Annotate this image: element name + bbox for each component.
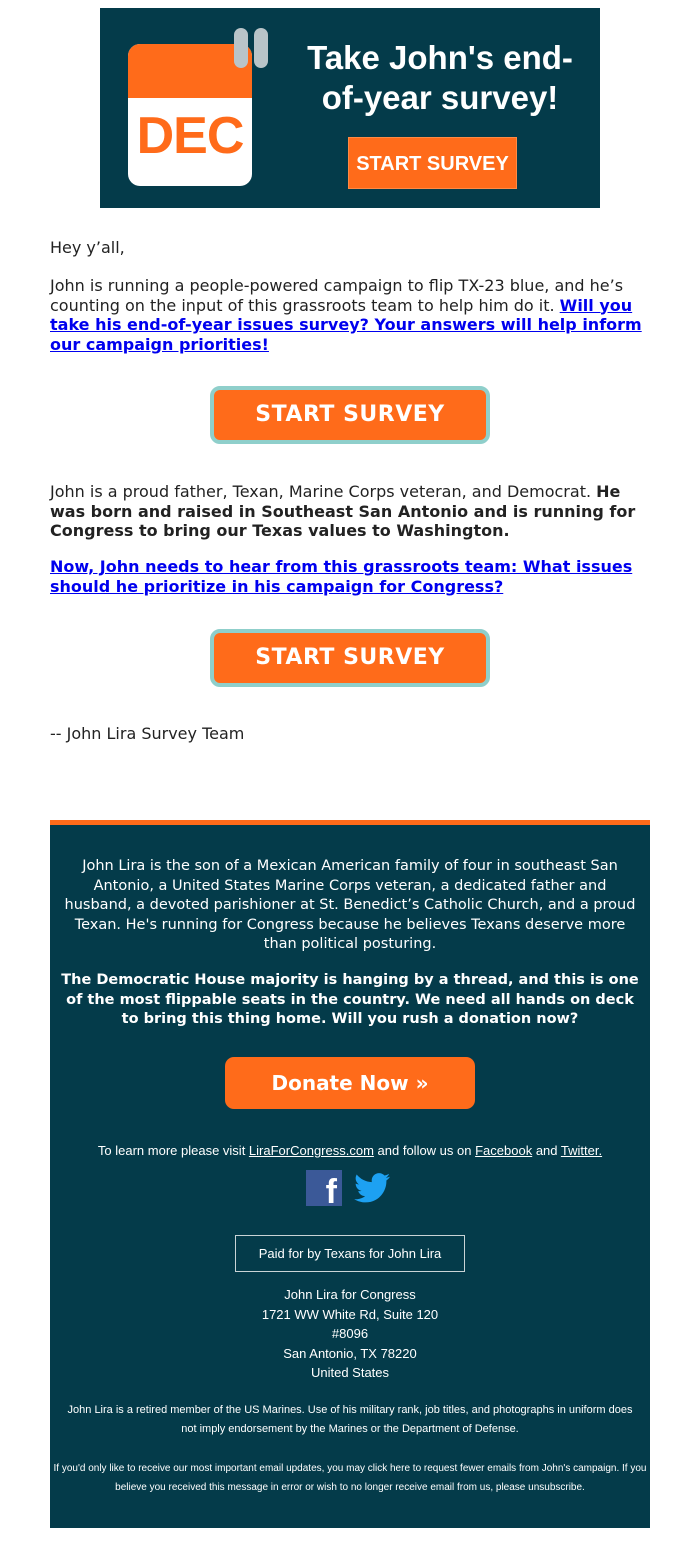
address-line: United States xyxy=(310,1365,390,1380)
website-link[interactable]: LiraForCongress.com xyxy=(248,1143,374,1158)
appeal-text: The Democratic House majority is hanging by a thread, and this is one of the most flippable seats in the country. We need all hands on deck to bring this thing home. xyxy=(61,972,639,1027)
footer-bio: John Lira is the son of a Mexican American family of four in southeast San Antonio, a United States Marine Corps veteran, a dedicated father and husband, a devoted parishioner at St. Benedict’s Catholic Church, and a proud Texan. He's running for Congress because he believes Texans deserve more than political posturing. xyxy=(64,858,636,952)
calendar-month: DEC xyxy=(136,107,244,165)
banner-title: Take John's end-of-year survey! xyxy=(307,39,573,116)
twitter-link[interactable]: Twitter. xyxy=(560,1143,603,1158)
learn-prefix: To learn more please visit xyxy=(97,1143,249,1158)
address-line: San Antonio, TX 78220 xyxy=(283,1345,417,1361)
twitter-icon[interactable] xyxy=(354,1172,390,1204)
banner-start-survey-button[interactable]: START SURVEY xyxy=(348,137,517,189)
facebook-link[interactable]: Facebook xyxy=(475,1143,533,1158)
unsubscribe-note[interactable]: If you'd only like to receive our most important email updates, you may click here to request fewer emails from John's campaign. If you believe you received this message in error or wish to no longer receive email from us, please unsubscribe. xyxy=(53,1463,647,1493)
learn-mid: and follow us on xyxy=(373,1143,476,1158)
bio-bold-text: He was born and raised in Southeast San Antonio and is running for Congress to bring our Texas values to Washington. xyxy=(50,482,636,540)
military-disclaimer: John Lira is a retired member of the US Marines. Use of his military rank, job titles, and photographs in uniform does not imply endorsement by the Marines or the Department of Defense. xyxy=(67,1404,633,1435)
paid-for-disclaimer: Paid for by Texans for John Lira xyxy=(235,1235,465,1272)
bio-text: John is a proud father, Texan, Marine Corps veteran, and Democrat. xyxy=(50,482,597,501)
footer xyxy=(50,820,650,1528)
donate-now-button[interactable]: Donate Now » xyxy=(225,1057,475,1109)
learn-and: and xyxy=(532,1143,561,1158)
learn-more-line xyxy=(50,1143,650,1158)
calendar-ring-icon xyxy=(234,28,248,68)
priorities-paragraph xyxy=(50,557,654,596)
greeting: Hey y’all, xyxy=(50,238,125,257)
survey-link-1[interactable]: Will you take his end-of-year issues survey? Your answers will help inform our campaign priorities! xyxy=(50,295,642,354)
address-line: #8096 xyxy=(331,1326,369,1341)
intro-paragraph xyxy=(50,276,654,354)
survey-link-2[interactable]: Now, John needs to hear from this grassroots team: What issues should he prioritize in his campaign for Congress? xyxy=(50,557,633,596)
footer-appeal xyxy=(60,971,640,1030)
mailing-address xyxy=(50,1285,650,1383)
donation-link[interactable]: Will you rush a donation now? xyxy=(331,1011,579,1027)
bio-paragraph xyxy=(50,482,654,541)
address-line: John Lira for Congress xyxy=(284,1287,416,1302)
facebook-icon[interactable]: f xyxy=(306,1170,342,1206)
start-survey-button-1[interactable]: START SURVEY xyxy=(210,386,490,444)
signoff: -- John Lira Survey Team xyxy=(50,724,245,743)
address-line: 1721 WW White Rd, Suite 120 xyxy=(261,1306,439,1322)
social-icons xyxy=(306,1170,396,1211)
start-survey-button-2[interactable]: START SURVEY xyxy=(210,629,490,687)
survey-banner[interactable] xyxy=(100,8,600,208)
calendar-icon xyxy=(128,44,252,186)
calendar-ring-icon xyxy=(254,28,268,68)
intro-text: John is running a people-powered campaign to flip TX-23 blue, and he’s counting on the input of this grassroots team to help him do it. xyxy=(50,276,624,315)
